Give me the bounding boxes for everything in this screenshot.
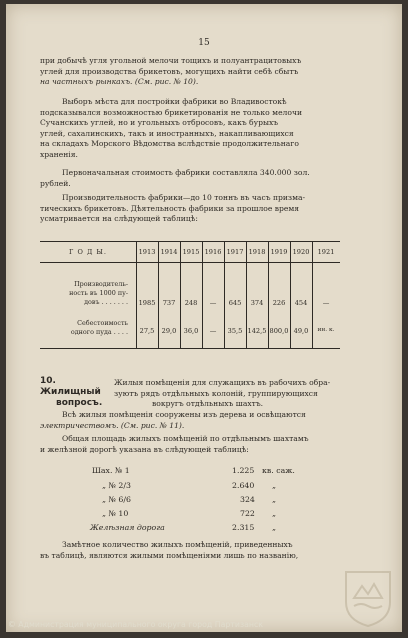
- productivity-paragraph: [40, 193, 370, 225]
- text-line: Общая площадь жилыхъ помѣщеній по отдѣльнымъ шахтамъ: [62, 434, 309, 443]
- year-cell: 1919: [270, 248, 288, 256]
- shaft-name: Желѣзная дорога: [90, 523, 165, 532]
- shaft-name: Шах. № 1: [92, 466, 130, 475]
- cost-cell: ин. к.: [317, 327, 335, 333]
- closing-paragraph: [40, 540, 370, 561]
- text-line: Жилыя помѣщенія для служащихъ въ рабочихъ обра-: [114, 378, 331, 387]
- wood-paragraph: [40, 410, 370, 431]
- section-title-line: вопросъ.: [56, 398, 103, 408]
- coat-of-arms-watermark-icon: [340, 568, 396, 628]
- text-line: Сучанскихъ углей, но и угольныхъ отбросовъ, какъ бурыхъ: [40, 118, 279, 128]
- shaft-unit: „: [272, 523, 277, 532]
- row-label-line: одного пуда . . . .: [70, 328, 128, 336]
- text-line: вокругъ отдѣльныхъ шахтъ.: [152, 399, 264, 409]
- output-cell: 454: [294, 299, 308, 307]
- output-cell: 645: [228, 299, 242, 307]
- page-number: 15: [198, 38, 210, 48]
- document-page: [6, 4, 402, 632]
- text-line: тическихъ брикетовъ. Дѣятельность фабрики за прошлое время: [40, 203, 300, 213]
- shaft-area: 324: [240, 495, 255, 504]
- shaft-area: 1.225: [232, 466, 255, 475]
- cost-cell: 800,0: [269, 327, 289, 335]
- text-line: усматривается на слѣдующей таблицѣ:: [40, 214, 198, 224]
- text-line: и желѣзной дорогѣ указана въ слѣдующей таблицѣ:: [40, 444, 249, 454]
- text-line: на частныхъ рынкахъ. (См. рис. № 10).: [40, 77, 199, 87]
- cost-cell: 49,0: [293, 327, 309, 335]
- cost-cell: 29,0: [161, 327, 177, 335]
- year-cell: 1913: [138, 248, 156, 256]
- housing-paragraph: [114, 378, 368, 410]
- row-label-cost: [32, 319, 128, 337]
- year-cell: 1914: [160, 248, 178, 256]
- text-line: Первоначальная стоимость фабрики составляла 340.000 зол.: [62, 168, 310, 177]
- year-cell: 1915: [182, 248, 200, 256]
- section-number: 10.: [40, 376, 56, 386]
- shaft-name: „ № 2/3: [102, 481, 131, 490]
- row-label-line: ность въ 1000 пу-: [69, 289, 128, 297]
- shaft-name: „ № 10: [102, 509, 129, 518]
- year-cell: 1916: [204, 248, 222, 256]
- cost-paragraph: [40, 168, 370, 189]
- cost-cell: 142,5: [247, 327, 267, 335]
- output-cell: —: [209, 299, 217, 307]
- text-line: храненія.: [40, 149, 78, 159]
- cost-cell: 27,5: [139, 327, 155, 335]
- text-line: Замѣтное количество жилыхъ помѣщеній, приведенныхъ: [62, 540, 293, 549]
- text-line: подсказывался возможностью брикетированія не только мелочи: [40, 107, 303, 117]
- year-cell: 1921: [317, 248, 335, 256]
- copyright-footer: © Администрация муниципального округа город Партизанск: [8, 620, 263, 629]
- text-line: на складахъ Морского Вѣдомства вслѣдствіе продолжительнаго: [40, 139, 299, 149]
- text-line: углей для производства брикетовъ, могущихъ найти себѣ сбытъ: [40, 66, 299, 76]
- factory-output-table: [40, 241, 340, 349]
- shaft-unit: кв. саж.: [262, 466, 295, 475]
- output-cell: 374: [250, 299, 264, 307]
- text-line: при добычѣ угля угольной мелочи тощихъ и полуантрацитовыхъ: [40, 56, 302, 65]
- text-line: Всѣ жилыя помѣщенія сооружены изъ дерева и освѣщаются: [62, 410, 306, 419]
- text-line: зуютъ рядъ отдѣльныхъ колоній, группирующихся: [114, 388, 318, 398]
- text-line: электричествомъ. (См. рис. № 11).: [40, 420, 185, 430]
- text-line: Производительность фабрики—до 10 тоннъ въ часъ призма-: [62, 193, 306, 202]
- row-label-output: [32, 280, 128, 307]
- output-cell: 248: [184, 299, 198, 307]
- output-cell: 737: [162, 299, 176, 307]
- cost-cell: —: [209, 327, 217, 335]
- year-cell: 1918: [248, 248, 266, 256]
- intro-paragraph: [40, 56, 370, 88]
- year-cell: 1917: [226, 248, 244, 256]
- cost-cell: 35,5: [227, 327, 243, 335]
- text-line: рублей.: [40, 178, 71, 188]
- text-line: Выборъ мѣста для постройки фабрики во Владивостокѣ: [62, 97, 287, 106]
- shaft-unit: „: [272, 509, 277, 518]
- section-title-line: Жилищный: [40, 387, 101, 397]
- row-label-line: Производитель-: [74, 280, 128, 288]
- shaft-unit: „: [272, 481, 277, 490]
- shaft-unit: „: [272, 495, 277, 504]
- area-paragraph: [40, 434, 370, 455]
- output-cell: 1985: [138, 299, 156, 307]
- shaft-area: 2.640: [232, 481, 255, 490]
- output-cell: 226: [272, 299, 286, 307]
- cost-cell: 36,0: [183, 327, 199, 335]
- section-heading: [40, 376, 110, 409]
- text-line: въ таблицѣ, являются жилыми помѣщеніями лишь по названію,: [40, 550, 299, 560]
- row-label-line: Себестоимость: [77, 319, 128, 327]
- shaft-area: 722: [240, 509, 255, 518]
- text-line: углей, сахалинскихъ, такъ и иностранныхъ, накапливающихся: [40, 128, 294, 138]
- row-label-line: довъ . . . . . . .: [84, 298, 128, 306]
- shaft-name: „ № 6/6: [102, 495, 131, 504]
- choice-paragraph: [40, 97, 370, 161]
- year-cell: 1920: [292, 248, 310, 256]
- shaft-area: 2.315: [232, 523, 255, 532]
- table-header-label: Г О Д Ы.: [68, 248, 107, 256]
- output-cell: —: [322, 299, 330, 307]
